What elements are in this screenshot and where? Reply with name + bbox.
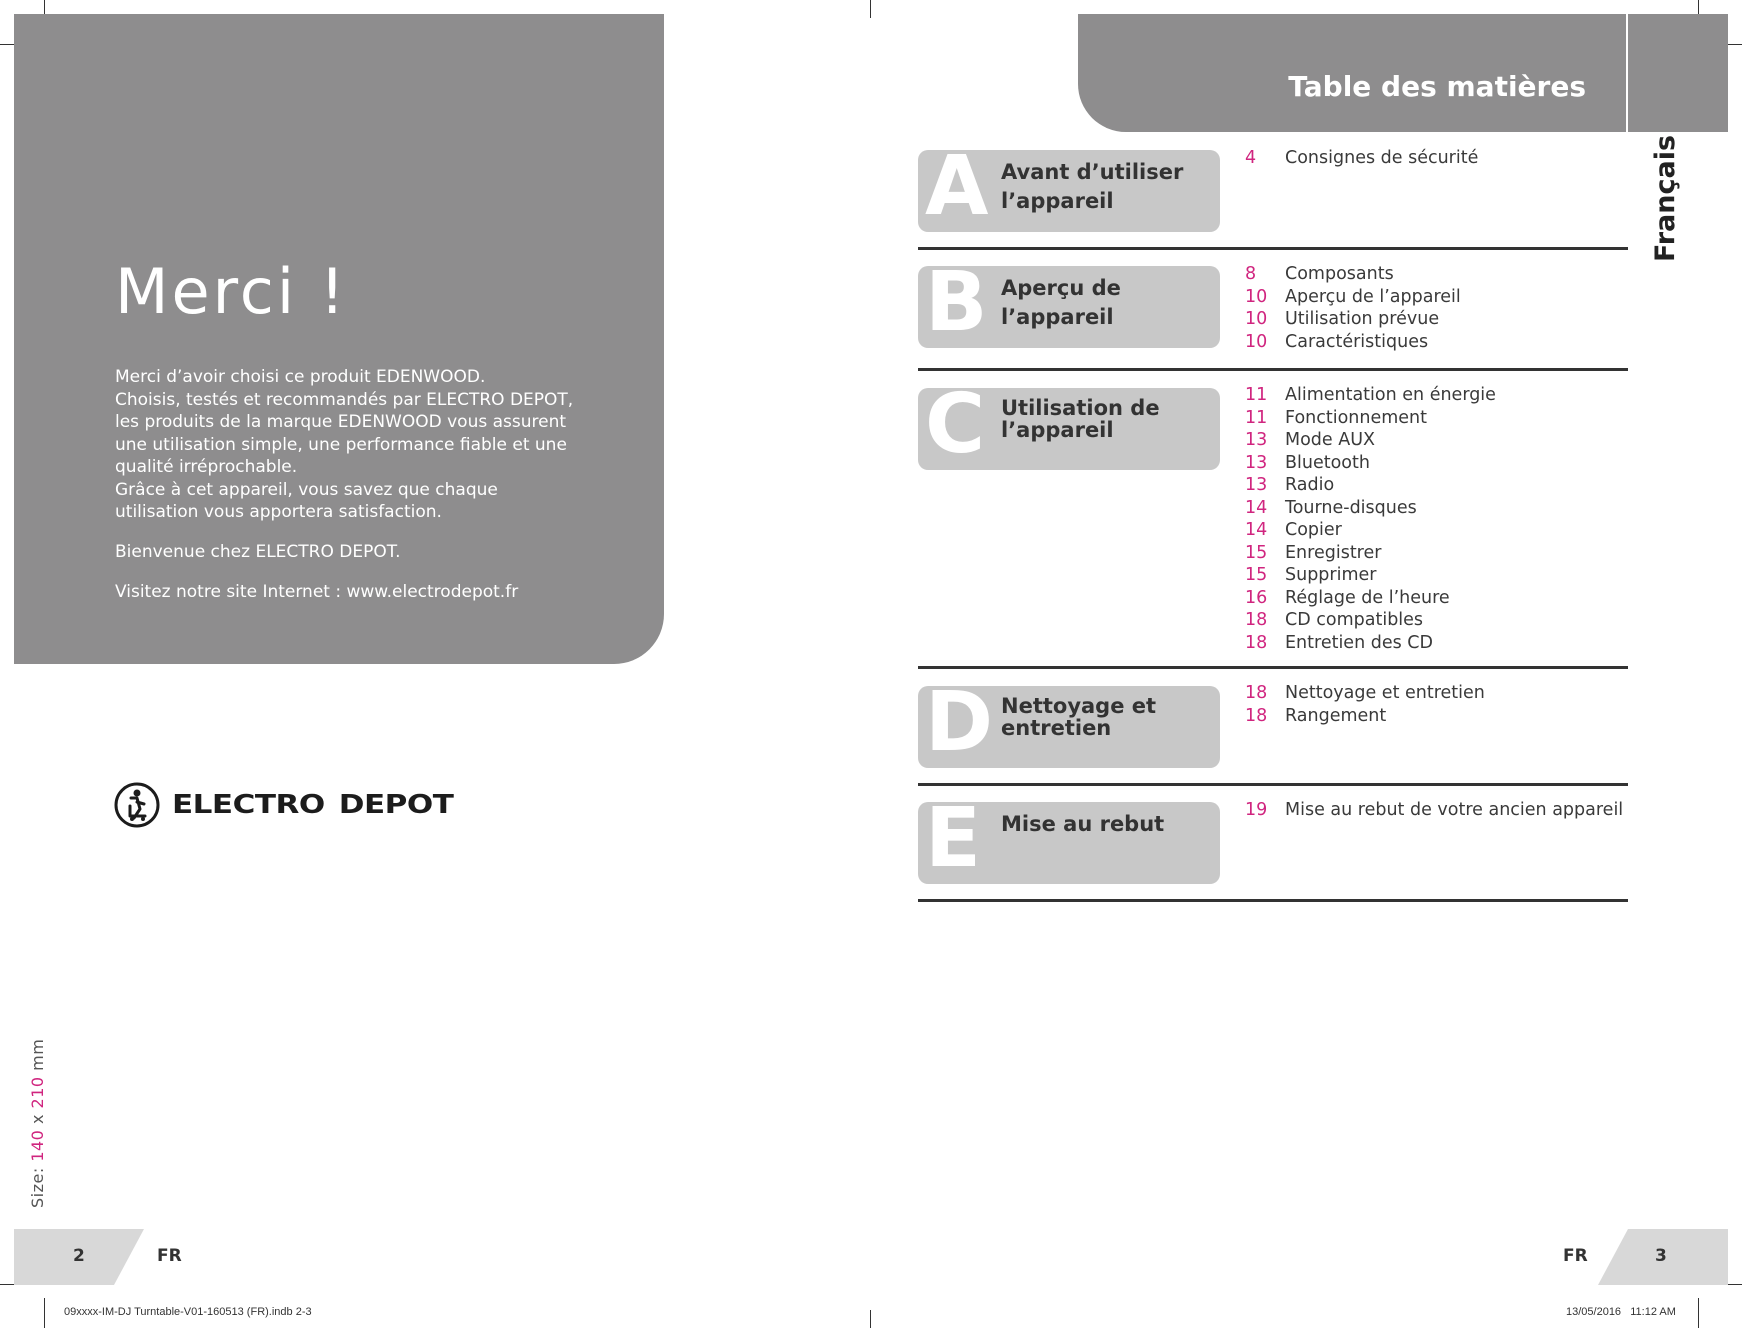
section-title: Mise au rebut [1001, 812, 1165, 836]
toc-entry[interactable]: 11 Fonctionnement [1245, 407, 1428, 428]
section-b-entries [1245, 264, 1461, 354]
electro-depot-logo [114, 782, 467, 828]
toc-entry[interactable]: 8 Composants [1245, 264, 1394, 284]
intro-paragraph: Merci d’avoir choisi ce produit EDENWOOD. Choisis, testés et recommandés par ELECTRO DEPOT, les produits de la marque EDENWOOD vous assurent une utilisation simple, une performance fiable et une qualité irréprochable. Grâce à cet appareil, vous savez que chaque utilisation vous apportera satisfaction. [115, 367, 574, 522]
logo-wordmark: ELECTRO DEPOT [172, 790, 454, 820]
toc-entry[interactable]: 16 Réglage de l’heure [1245, 587, 1450, 608]
section-divider [918, 666, 1628, 669]
section-letter: D [925, 686, 994, 768]
toc-entry[interactable]: 10 Aperçu de l’appareil [1245, 286, 1461, 307]
size-note: Size: 140 x 210 mm [28, 1038, 47, 1208]
crop-mark [1698, 1298, 1699, 1328]
section-e-entries [1245, 800, 1623, 823]
section-e-box [918, 802, 1220, 884]
section-b-box [918, 266, 1220, 348]
section-divider [918, 247, 1628, 250]
crop-mark [870, 0, 871, 18]
toc-entry[interactable]: 15 Enregistrer [1245, 542, 1382, 563]
section-divider [918, 783, 1628, 786]
file-slug: 09xxxx-IM-DJ Turntable-V01-160513 (FR).indb 2-3 [64, 1306, 312, 1318]
trolley-icon [114, 782, 160, 828]
language-label: Français [1650, 134, 1681, 262]
page-number-left: 2 [73, 1246, 85, 1266]
toc-entry[interactable]: 10 Caractéristiques [1245, 331, 1429, 352]
toc-title: Table des matières [1288, 70, 1586, 103]
toc-entry[interactable]: 13 Radio [1245, 475, 1335, 495]
language-code-right: FR [1563, 1246, 1588, 1266]
toc-entry[interactable]: 13 Mode AUX [1245, 430, 1376, 450]
section-c-box [918, 388, 1220, 470]
website-text: Visitez notre site Internet : www.electrodepot.fr [115, 582, 519, 602]
section-divider [918, 368, 1628, 371]
section-letter: C [925, 388, 986, 470]
page-number-right: 3 [1655, 1246, 1667, 1266]
toc-entry[interactable]: 19 Mise au rebut de votre ancien appareil [1245, 800, 1624, 820]
welcome-text: Bienvenue chez ELECTRO DEPOT. [115, 542, 401, 562]
timestamp: 13/05/2016 11:12 AM [1566, 1306, 1676, 1318]
toc-entry[interactable]: 10 Utilisation prévue [1245, 309, 1440, 329]
section-letter: B [925, 266, 988, 348]
toc-entry[interactable]: 13 Bluetooth [1245, 452, 1370, 473]
section-d-box [918, 686, 1220, 768]
crop-mark [44, 1298, 45, 1328]
toc-entry[interactable]: 14 Tourne-disques [1245, 497, 1417, 518]
section-letter: A [925, 150, 989, 232]
toc-entry[interactable]: 14 Copier [1245, 520, 1342, 540]
section-c-entries [1245, 385, 1496, 655]
toc-entry[interactable]: 15 Supprimer [1245, 565, 1377, 585]
section-a-box [918, 150, 1220, 232]
section-title: Utilisation de l’appareil [1001, 396, 1160, 442]
toc-entry[interactable]: 18 Entretien des CD [1245, 632, 1433, 653]
toc-entry[interactable]: 18 Rangement [1245, 705, 1387, 726]
toc-entry[interactable]: 4 Consignes de sécurité [1245, 148, 1479, 168]
section-title: Nettoyage et entretien [1001, 694, 1157, 740]
section-title: Avant d’utiliser l’appareil [1001, 160, 1184, 213]
page-heading: Merci ! [115, 255, 348, 328]
section-a-entries [1245, 148, 1478, 171]
toc-header-tab [1628, 14, 1728, 132]
language-code-left: FR [157, 1246, 182, 1266]
crop-mark [870, 1310, 871, 1328]
section-divider [918, 899, 1628, 902]
toc-entry[interactable]: 11 Alimentation en énergie [1245, 385, 1496, 405]
section-d-entries [1245, 683, 1485, 728]
thank-you-panel [14, 14, 664, 664]
section-title: Aperçu de l’appareil [1001, 276, 1121, 329]
toc-entry[interactable]: 18 CD compatibles [1245, 610, 1424, 630]
toc-entry[interactable]: 18 Nettoyage et entretien [1245, 683, 1485, 703]
section-letter: E [925, 802, 982, 884]
